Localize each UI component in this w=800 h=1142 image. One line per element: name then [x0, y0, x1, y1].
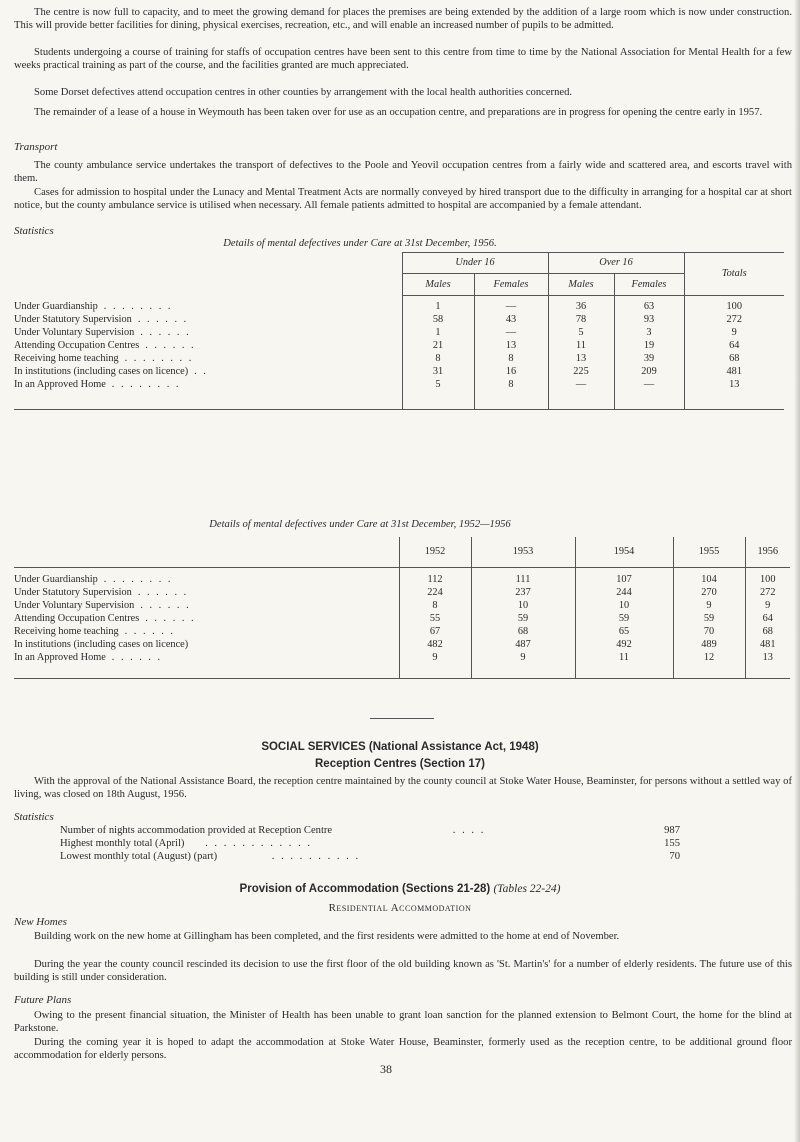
table2-year-header: 1952 — [399, 537, 471, 567]
table2-cell: 270 — [673, 586, 745, 599]
table2-cell: 70 — [673, 625, 745, 638]
table1-subheader: Females — [614, 273, 684, 295]
table1-row-label: Under Voluntary Supervision . . . . . . — [14, 327, 191, 338]
table1-totals-header: Totals — [684, 253, 784, 295]
table1-cell: 9 — [684, 326, 784, 339]
table2-cell: 11 — [575, 651, 673, 664]
table1-cell: 21 — [402, 339, 474, 352]
table1-cell: 39 — [614, 352, 684, 365]
table1-row-label: Attending Occupation Centres . . . . . . — [14, 340, 196, 351]
table1-cell: 5 — [548, 326, 614, 339]
table2-cell: 10 — [471, 599, 575, 612]
table2-cell: 482 — [399, 638, 471, 651]
table2-cell: 9 — [745, 599, 790, 612]
paragraph-dorset: Some Dorset defectives attend occupation centres in other counties by arrangement with the local health authorities concerned. — [34, 87, 573, 98]
stat-label: Highest monthly total (April) . . . . . . . . . . . . — [60, 838, 313, 849]
table2-row — [14, 638, 790, 651]
table1-row — [14, 300, 784, 313]
table1-cell: 481 — [684, 365, 784, 378]
table1-cell: 8 — [474, 378, 548, 391]
table1-row-label: Receiving home teaching . . . . . . . . — [14, 353, 194, 364]
table2-cell: 8 — [399, 599, 471, 612]
table1-cell: — — [548, 378, 614, 391]
paragraph-reception-centre: With the approval of the National Assistance Board, the reception centre maintained by the county council at Stoke Water House, Beaminster, for persons without a settled way of living, was closed on 18th August, 1956. — [14, 776, 792, 801]
social-services-title: SOCIAL SERVICES (National Assistance Act, 1948) — [261, 741, 539, 753]
stat-value: 155 — [664, 838, 680, 849]
table2-cell: 55 — [399, 612, 471, 625]
table2-cell: 9 — [673, 599, 745, 612]
table1-cell: 58 — [402, 313, 474, 326]
stat-label: Number of nights accommodation provided at Reception Centre . . . . — [60, 825, 486, 836]
table2-row — [14, 651, 790, 664]
table1-cell: 68 — [684, 352, 784, 365]
section-divider — [370, 718, 434, 719]
paragraph-weymouth: The remainder of a lease of a house in Weymouth has been taken over for use as an occupation centre, and preparations are in progress for opening the centre early in 1957. — [34, 107, 763, 118]
table1-cell: 19 — [614, 339, 684, 352]
paragraph-gillingham: Building work on the new home at Gillingham has been completed, and the first residents were admitted to the home at end of November. — [34, 931, 620, 942]
table2-year-header: 1953 — [471, 537, 575, 567]
table2-cell: 67 — [399, 625, 471, 638]
table1-cell: 43 — [474, 313, 548, 326]
table1-row — [14, 326, 784, 339]
paragraph-stoke-water-house: During the coming year it is hoped to adapt the accommodation at Stoke Water House, Beaminster, formerly used as the reception centre, to be additional ground floor accommodation for elderly persons. — [14, 1037, 792, 1062]
stat-row-highest — [60, 838, 680, 851]
table1-cell: 13 — [474, 339, 548, 352]
table1-cell: — — [474, 300, 548, 313]
table2-row-label: In an Approved Home . . . . . . — [14, 652, 163, 663]
table2-cell: 64 — [745, 612, 790, 625]
table1-cell: 3 — [614, 326, 684, 339]
future-plans-heading: Future Plans — [14, 994, 72, 1006]
table1-cell: 11 — [548, 339, 614, 352]
table1-cell: 36 — [548, 300, 614, 313]
table2-row-label: Under Statutory Supervision . . . . . . — [14, 587, 189, 598]
table2-row — [14, 612, 790, 625]
reception-centres-subtitle: Reception Centres (Section 17) — [315, 758, 485, 770]
table1-row — [14, 378, 784, 391]
table1-row-label: In an Approved Home . . . . . . . . — [14, 379, 181, 390]
table1-group-over16: Over 16 — [548, 253, 684, 273]
table2-row — [14, 586, 790, 599]
paragraph-belmont-court: Owing to the present financial situation, the Minister of Health has been unable to grant loan sanction for the planned extension to Belmont Court, the home for the blind at Parkstone. — [14, 1010, 792, 1035]
table2-cell: 272 — [745, 586, 790, 599]
table1-cell: 8 — [474, 352, 548, 365]
table2-cell: 65 — [575, 625, 673, 638]
paragraph-ambulance: The county ambulance service undertakes the transport of defectives to the Poole and Yeovil occupation centres from a fairly wide and scattered area, and escorts travel with them. — [14, 160, 792, 185]
table2-row-label: Under Guardianship . . . . . . . . — [14, 574, 173, 585]
table2-row-label: Attending Occupation Centres . . . . . . — [14, 613, 196, 624]
table1-row — [14, 313, 784, 326]
table1-cell: 93 — [614, 313, 684, 326]
table2-cell: 10 — [575, 599, 673, 612]
table2-row-label: In institutions (including cases on licence) — [14, 639, 189, 650]
table1-cell: 1 — [402, 300, 474, 313]
stat-row-nights — [60, 825, 680, 838]
table1-cell: 13 — [548, 352, 614, 365]
table2-cell: 12 — [673, 651, 745, 664]
page-number: 38 — [380, 1062, 392, 1076]
table2-cell: 100 — [745, 573, 790, 586]
table2-row-label: Receiving home teaching . . . . . . — [14, 626, 175, 637]
table1-caption: Details of mental defectives under Care at 31st December, 1956. — [223, 238, 497, 249]
table1-cell: 8 — [402, 352, 474, 365]
table2-year-header: 1955 — [673, 537, 745, 567]
table2-cell: 112 — [399, 573, 471, 586]
table2-caption: Details of mental defectives under Care at 31st December, 1952—1956 — [209, 519, 511, 530]
table2-year-header: 1954 — [575, 537, 673, 567]
paragraph-st-martins: During the year the county council rescinded its decision to use the first floor of the old building known as 'St. Martin's' for a number of elderly residents. The future use of this building is still under consideration. — [14, 959, 792, 984]
table2 — [14, 537, 790, 679]
table2-cell: 492 — [575, 638, 673, 651]
paragraph-hospital-admission: Cases for admission to hospital under the Lunacy and Mental Treatment Acts are normally conveyed by hired transport due to the difficulty in arranging for a hospital car at short notice, but the county ambulance service is utilised when necessary. All female patients admitted to hospital are accompanied by a female attendant. — [14, 187, 792, 212]
table2-cell: 489 — [673, 638, 745, 651]
table1-cell: 1 — [402, 326, 474, 339]
table2-cell: 104 — [673, 573, 745, 586]
table2-cell: 244 — [575, 586, 673, 599]
table1-cell: 31 — [402, 365, 474, 378]
table2-year-header: 1956 — [745, 537, 790, 567]
provision-title: Provision of Accommodation (Sections 21-28) (Tables 22-24) — [239, 883, 561, 895]
table2-cell: 13 — [745, 651, 790, 664]
paragraph-extension: The centre is now full to capacity, and to meet the growing demand for places the premises are being extended by the addition of a large room which is now under construction. This will provide better facilities for dining, physical exercises, recreation, etc., and will enable an increased number of pupils to be admitted. — [14, 7, 792, 32]
stat-value: 70 — [669, 851, 680, 862]
table2-cell: 59 — [673, 612, 745, 625]
table1-cell: 64 — [684, 339, 784, 352]
table1-row-label: Under Statutory Supervision . . . . . . — [14, 314, 189, 325]
table2-cell: 487 — [471, 638, 575, 651]
table2-cell: 59 — [471, 612, 575, 625]
table1-row — [14, 352, 784, 365]
table1-cell: 272 — [684, 313, 784, 326]
table1-cell: 100 — [684, 300, 784, 313]
table1-cell: 63 — [614, 300, 684, 313]
page-edge — [794, 0, 800, 1142]
table2-row — [14, 599, 790, 612]
transport-heading: Transport — [14, 141, 58, 153]
table2-row — [14, 625, 790, 638]
table1 — [14, 252, 784, 410]
table2-cell: 481 — [745, 638, 790, 651]
table1-row — [14, 365, 784, 378]
table1-subheader: Females — [474, 273, 548, 295]
table2-cell: 237 — [471, 586, 575, 599]
table1-cell: 16 — [474, 365, 548, 378]
table2-cell: 68 — [471, 625, 575, 638]
new-homes-heading: New Homes — [14, 916, 67, 928]
table1-cell: 5 — [402, 378, 474, 391]
table2-cell: 111 — [471, 573, 575, 586]
stat-label: Lowest monthly total (August) (part) . . . . . . . . . . — [60, 851, 361, 862]
table1-cell: 78 — [548, 313, 614, 326]
table1-group-under16: Under 16 — [402, 253, 548, 273]
table1-subheader: Males — [402, 273, 474, 295]
stat-row-lowest — [60, 851, 680, 864]
table2-cell: 9 — [471, 651, 575, 664]
stat-value: 987 — [664, 825, 680, 836]
table1-row-label: In institutions (including cases on licence) . . — [14, 366, 208, 377]
social-statistics-heading: Statistics — [14, 811, 54, 823]
table2-row-label: Under Voluntary Supervision . . . . . . — [14, 600, 191, 611]
table1-subheader: Males — [548, 273, 614, 295]
table1-row-label: Under Guardianship . . . . . . . . — [14, 301, 173, 312]
paragraph-students: Students undergoing a course of training for staffs of occupation centres have been sent to this centre from time to time by the National Association for Mental Health for a few weeks practical training as part of the course, and the facilities granted are much appreciated. — [14, 47, 792, 72]
table1-cell: 13 — [684, 378, 784, 391]
table1-cell: 209 — [614, 365, 684, 378]
statistics-heading: Statistics — [14, 225, 54, 237]
table2-cell: 9 — [399, 651, 471, 664]
residential-accommodation-heading: Residential Accommodation — [328, 902, 472, 914]
table2-cell: 224 — [399, 586, 471, 599]
table1-cell: 225 — [548, 365, 614, 378]
table1-row — [14, 339, 784, 352]
table2-cell: 68 — [745, 625, 790, 638]
table2-cell: 59 — [575, 612, 673, 625]
table2-row — [14, 573, 790, 586]
table1-cell: — — [614, 378, 684, 391]
table2-cell: 107 — [575, 573, 673, 586]
table1-cell: — — [474, 326, 548, 339]
